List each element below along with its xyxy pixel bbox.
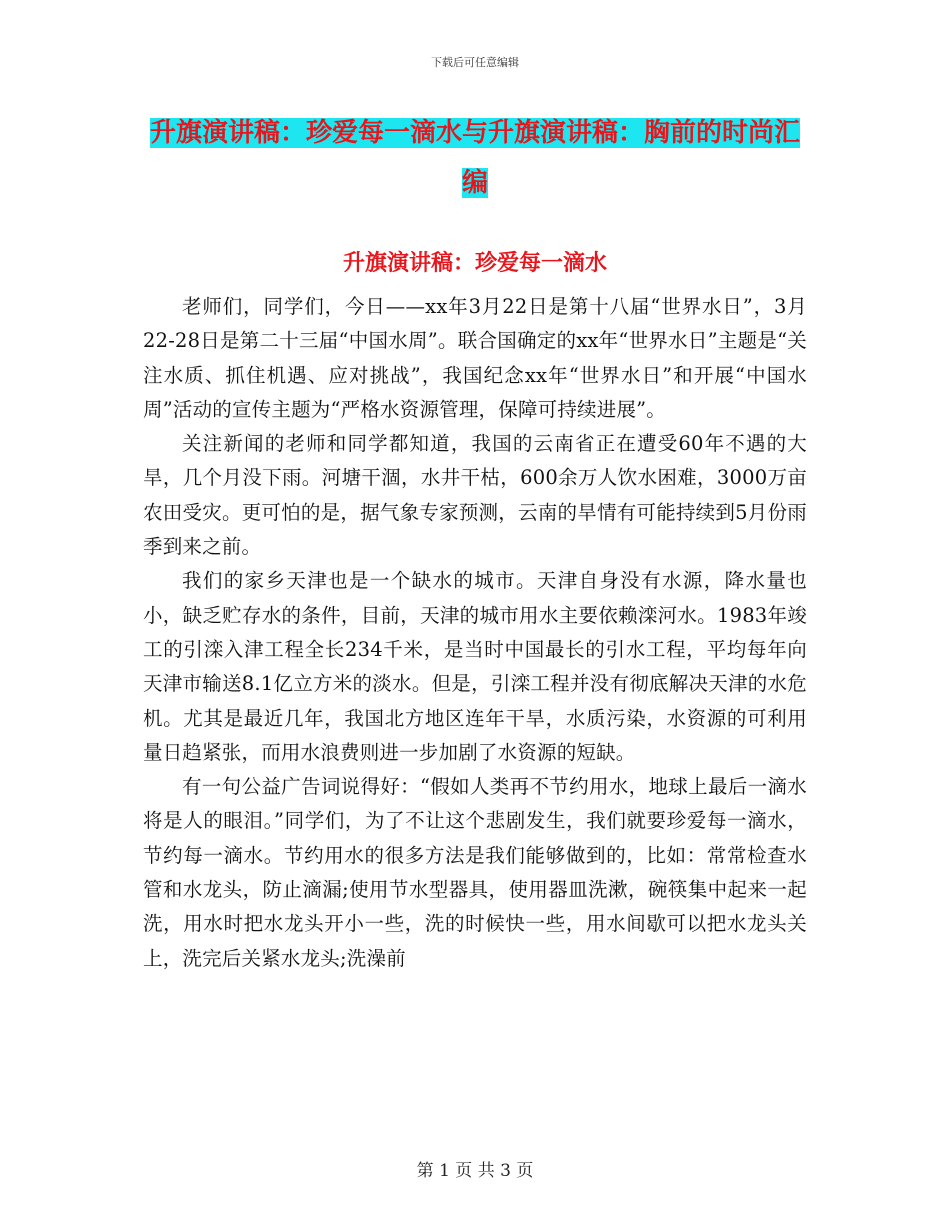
paragraph: 有一句公益广告词说得好：“假如人类再不节约用水，地球上最后一滴水将是人的眼泪。”同学们，为了不让这个悲剧发生，我们就要珍爱每一滴水，节约每一滴水。节约用水的很多方法是我们能够做到的，比如：常常检查水管和水龙头，防止滴漏;使用节水型器具，使用器皿洗漱，碗筷集中起来一起洗，用水时把水龙头开小一些，洗的时候快一些，用水间歇可以把水龙头关上，洗完后关紧水龙头;洗澡前 — [143, 775, 807, 970]
paragraph: 老师们，同学们，今日——xx年3月22日是第十八届“世界水日”，3月22-28日是第二十三届“中国水周”。联合国确定的xx年“世界水日”主题是“关注水质、抓住机遇、应对挑战”，我国纪念xx年“世界水日”和开展“中国水周”活动的宣传主题为“严格水资源管理，保障可持续进展”。 — [143, 295, 807, 421]
document-title-text: 升旗演讲稿：珍爱每一滴水与升旗演讲稿：胸前的时尚汇编 — [149, 118, 800, 198]
paragraph: 我们的家乡天津也是一个缺水的城市。天津自身没有水源，降水量也小，缺乏贮存水的条件，目前，天津的城市用水主要依赖滦河水。1983年竣工的引滦入津工程全长234千米，是当时中国最长的引水工程，平均每年向天津市输送8.1亿立方米的淡水。但是，引滦工程并没有彻底解决天津的水危机。尤其是最近几年，我国北方地区连年干旱，水质污染，水资源的可利用量日趋紧张，而用水浪费则进一步加剧了水资源的短缺。 — [143, 569, 807, 764]
section-title: 升旗演讲稿：珍爱每一滴水 — [342, 251, 607, 276]
paragraph: 关注新闻的老师和同学都知道，我国的云南省正在遭受60年不遇的大旱，几个月没下雨。河塘干涸，水井干枯，600余万人饮水困难，3000万亩农田受灾。更可怕的是，据气象专家预测，云南的旱情有可能持续到5月份雨季到来之前。 — [143, 432, 807, 559]
document-title — [142, 108, 808, 208]
page-footer: 第 1 页 共 3 页 — [416, 1161, 534, 1181]
document-body — [143, 290, 807, 976]
page-header-note: 下载后可任意编辑 — [431, 56, 519, 69]
